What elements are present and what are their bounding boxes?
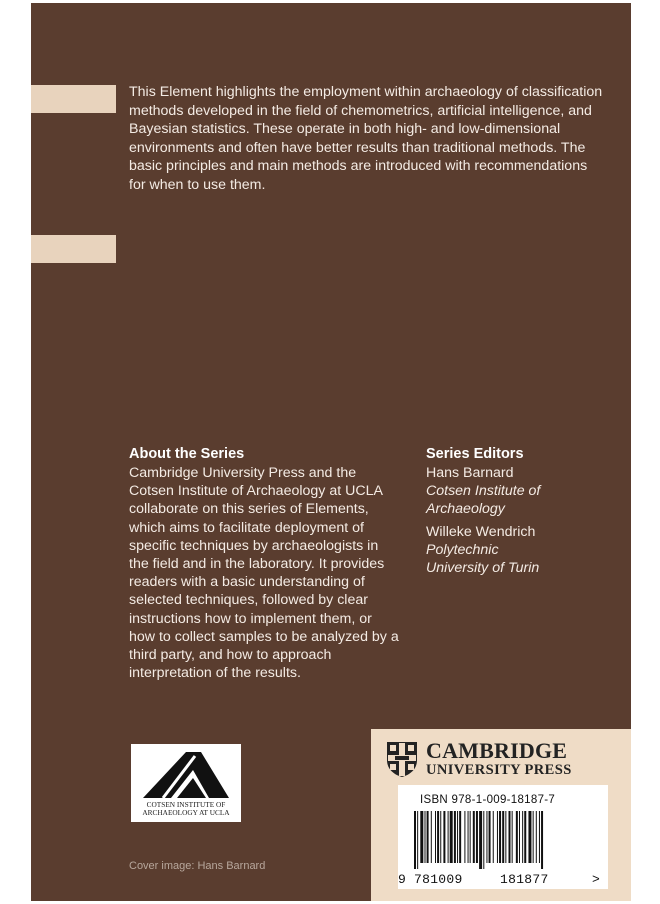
cotsen-logo-text: COTSEN INSTITUTE OF ARCHAEOLOGY AT UCLA [142, 800, 230, 817]
publisher-panel [371, 729, 631, 901]
about-the-series [129, 445, 401, 682]
editor-institution: Archaeology [426, 501, 505, 518]
isbn-barcode: ISBN 978-1-009-18187-7 9 781009 181877 > [398, 785, 608, 889]
editor-institution: Polytechnic [426, 541, 499, 558]
back-cover [31, 3, 631, 901]
editor-name: Willeke Wendrich [426, 523, 536, 540]
barcode-bars [404, 811, 602, 869]
editor-institution: University of Turin [426, 560, 540, 577]
cambridge-shield-icon [385, 740, 419, 778]
decorative-tab-top [31, 85, 116, 113]
about-text: Cambridge University Press and the Cotsen Institute of Archaeology at UCLA collaborate on this series of Elements, which aims to facilitate deployment of specific techniques by archaeologists in the field and in the laboratory. It provides readers with a basic understanding of selected techniques, followed by clear instructions how to implement them, or how to collect samples to be analyzed by a third party, and how to approach interpretation of the results. [129, 465, 399, 682]
cotsen-institute-logo [131, 744, 241, 822]
cotsen-pyramid-icon [131, 744, 241, 802]
editor-name: Hans Barnard [426, 465, 514, 481]
series-editors [426, 445, 616, 577]
about-heading: About the Series [129, 446, 245, 462]
editors-heading: Series Editors [426, 446, 524, 462]
isbn-label: ISBN 978-1-009-18187-7 [420, 794, 556, 806]
decorative-tab-middle [31, 235, 116, 263]
publisher-wordmark: CAMBRIDGE UNIVERSITY PRESS [426, 738, 572, 778]
cover-image-credit: Cover image: Hans Barnard [129, 860, 266, 872]
book-blurb: This Element highlights the employment within archaeology of classification methods developed in the field of chemometrics, artificial intelligence, and Bayesian statistics. These operate in both high- and low-dimensional environments and often have better results than traditional methods. The basic principles and main methods are introduced with recommendations for when to use them. [129, 84, 603, 193]
editor-institution: Cotsen Institute of [426, 483, 541, 500]
